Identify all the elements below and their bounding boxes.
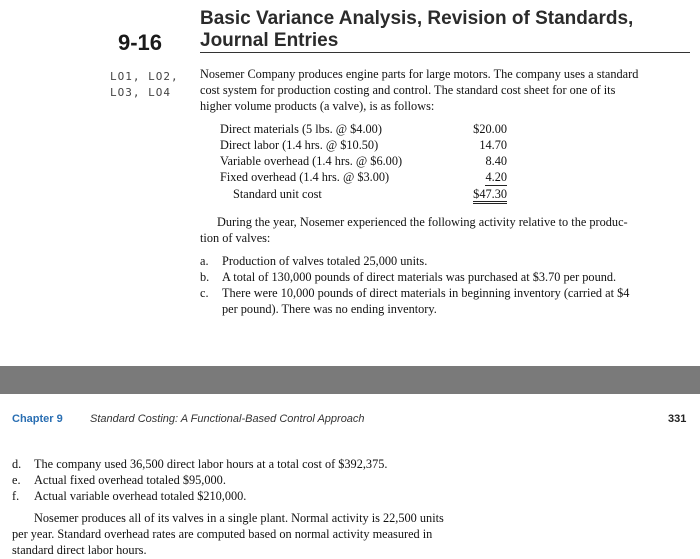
cost-row-label: Fixed overhead (1.4 hrs. @ $3.00) <box>220 170 390 184</box>
intro-line: Nosemer Company produces engine parts for large motors. The company uses a standard <box>200 67 639 81</box>
standard-unit-cost-label: Standard unit cost <box>233 187 322 201</box>
continuation-item-text: The company used 36,500 direct labor hours at a total cost of $392,375. <box>34 457 388 471</box>
problem-title-line-2: Journal Entries <box>200 30 339 51</box>
cost-row-label: Direct labor (1.4 hrs. @ $10.50) <box>220 138 379 152</box>
cost-row-amount: 4.20 <box>485 170 507 184</box>
cost-row-label: Variable overhead (1.4 hrs. @ $6.00) <box>220 154 403 168</box>
cost-row-amount-underlined <box>447 170 507 185</box>
learning-objectives-line-2: LO3, LO4 <box>110 86 171 99</box>
activity-line: During the year, Nosemer experienced the following activity relative to the produc- <box>217 215 628 229</box>
activity-item-text: Production of valves totaled 25,000 units. <box>222 254 428 268</box>
title-divider <box>200 52 690 53</box>
page-number: 331 <box>668 413 687 425</box>
continuation-item-letter: f. <box>12 489 20 503</box>
continuation-item-text: Actual fixed overhead totaled $95,000. <box>34 473 226 487</box>
standard-unit-cost-total <box>447 187 507 202</box>
problem-number: 9-16 <box>118 30 163 55</box>
continuation-paragraph <box>12 510 492 558</box>
page-break-band <box>0 366 700 394</box>
continuation-item-text: Actual variable overhead totaled $210,000. <box>34 489 247 503</box>
cost-row-label: Direct materials (5 lbs. @ $4.00) <box>220 122 382 136</box>
activity-item-letter: b. <box>200 270 210 284</box>
cost-row-amount: 8.40 <box>485 154 507 168</box>
learning-objectives-line-1: LO1, LO2, <box>110 70 179 83</box>
cost-row-amount: $20.00 <box>473 122 507 136</box>
cost-row-amount: 14.70 <box>479 138 507 152</box>
activity-line: tion of valves: <box>200 231 271 245</box>
activity-item-text: A total of 130,000 pounds of direct materials was purchased at $3.70 per pound. <box>222 270 617 284</box>
chapter-label: Chapter 9 <box>12 413 63 425</box>
activity-item-letter: a. <box>200 254 209 268</box>
intro-paragraph <box>200 66 690 114</box>
intro-line: cost system for production costing and control. The standard cost sheet for one of its <box>200 83 616 97</box>
activity-paragraph <box>200 214 690 246</box>
problem-title-line-1: Basic Variance Analysis, Revision of Standards, <box>200 8 634 29</box>
continuation-line: Nosemer produces all of its valves in a single plant. Normal activity is 22,500 units <box>34 511 444 525</box>
activity-item-letter: c. <box>200 286 209 300</box>
activity-item-text: per pound). There was no ending inventory. <box>222 302 437 316</box>
continuation-line: standard direct labor hours. <box>12 543 147 557</box>
continuation-line: per year. Standard overhead rates are computed based on normal activity measured in <box>12 527 433 541</box>
continuation-item-letter: d. <box>12 457 22 471</box>
chapter-title: Standard Costing: A Functional-Based Control Approach <box>90 413 365 425</box>
continuation-item-letter: e. <box>12 473 21 487</box>
standard-unit-cost-amount: $47.30 <box>473 187 507 204</box>
intro-line: higher volume products (a valve), is as follows: <box>200 99 435 113</box>
activity-item-text: There were 10,000 pounds of direct materials in beginning inventory (carried at $4 <box>222 286 630 300</box>
